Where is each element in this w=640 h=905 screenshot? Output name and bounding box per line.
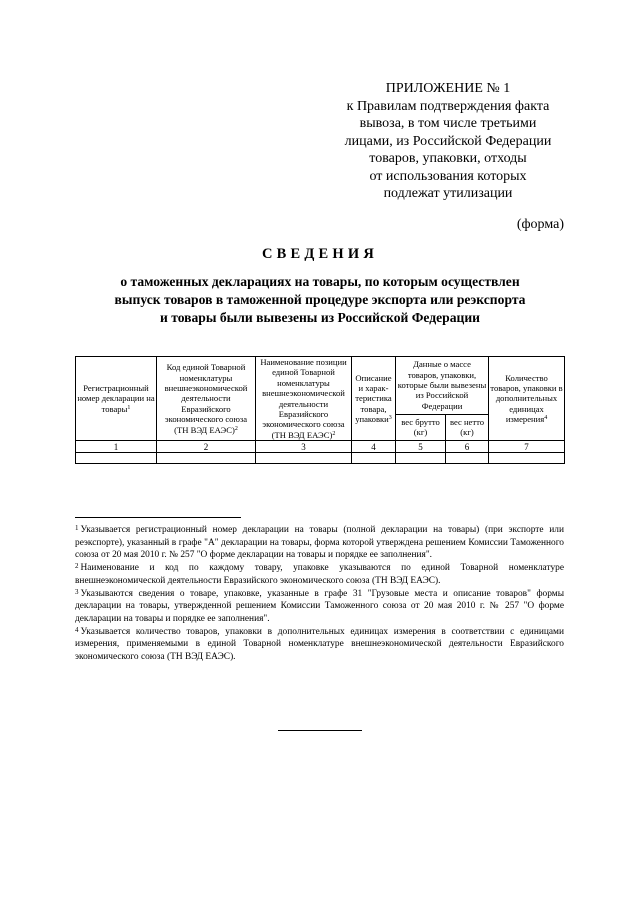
appendix-line: вывоза, в том числе третьими [359,116,537,131]
column-number: 6 [446,441,489,453]
appendix-line: лицами, из Российской Федерации [344,133,552,149]
table-cell [157,453,256,464]
column-number: 2 [157,441,256,453]
table-cell [256,453,352,464]
footnote-item [75,588,564,626]
footnote-text: Указываются сведения о товаре, упаковке, указанные в графе 31 "Грузовые места и описание товаров" формы декларации на товары, утвержденной решением Комиссии Таможенного союза от 20 мая 2010 г. № 257 "О форме декларации на товары и порядке ее заполнения". [75,588,564,624]
table-cell [396,453,446,464]
footnote-text: Указывается регистрационный номер декларации на товары (полной декларации на товары) (при экспорте или реэкспорте), указанный в графе "А" декларации на товары, форма которой утверждена решением Комиссии Таможенного союза от 20 мая 2010 г. № 257 "О форме декларации на товары и порядке ее заполнения". [75,525,564,561]
column-number: 4 [352,441,396,453]
footnote-number: 3 [75,587,79,596]
column-number: 7 [489,441,565,453]
form-label: (форма) [516,217,564,232]
column-number: 1 [76,441,157,453]
end-divider [278,730,362,731]
header-mass-group: Данные о массе товаров, упаковки, которые были вывезены из Российской Федерации [396,357,489,415]
footnote-item [75,626,564,664]
footnotes [75,524,564,664]
appendix-header [318,80,578,203]
header-registration-number: Регистрационный номер декларации на товары$^1$ [76,357,157,441]
column-number-row [76,441,565,453]
subtitle-line: о таможенных декларациях на товары, по которым осуществлен [120,274,520,289]
table-cell [352,453,396,464]
footnote-number: 2 [75,562,79,571]
footnote-item [75,562,564,587]
table-cell [489,453,565,464]
footnote-number: 4 [75,625,79,634]
document-subtitle [60,273,580,327]
appendix-line: товаров, упаковки, отходы [369,151,527,166]
table-row [76,453,565,464]
appendix-line: от использования которых [369,168,527,184]
header-net-weight: вес нетто (кг) [446,414,489,441]
column-number: 5 [396,441,446,453]
appendix-line: ПРИЛОЖЕНИЕ № 1 [385,81,511,96]
footnote-item [75,524,564,562]
table-cell [446,453,489,464]
appendix-line: к Правилам подтверждения факта [346,98,550,114]
header-description: Описание и харак-теристика товара, упаковки$^3$ [352,357,396,441]
footnote-text: Наименование и код по каждому товару, упаковке указываются по единой Товарной номенклатуре внешнеэкономической деятельности Евразийского экономического союза (ТН ВЭД ЕАЭС). [75,563,564,586]
column-number: 3 [256,441,352,453]
footnote-divider [75,517,241,518]
header-quantity: Количество товаров, упаковки в дополнительных единицах измерения$^4$ [489,357,565,441]
header-tnved-name: Наименование позиции единой Товарной номенклатуры внешнеэкономической деятельности Евразийского экономического союза (ТН ВЭД ЕАЭС)$^2$ [256,357,352,441]
appendix-line: подлежат утилизации [383,186,513,201]
header-gross-weight: вес брутто (кг) [396,414,446,441]
document-title: СВЕДЕНИЯ [261,246,379,262]
table-cell [76,453,157,464]
subtitle-line: и товары были вывезены из Российской Федерации [159,310,481,325]
declarations-table [75,356,565,464]
footnote-number: 1 [75,524,79,532]
subtitle-line: выпуск товаров в таможенной процедуре экспорта или реэкспорта [114,292,526,307]
header-tnved-code: Код единой Товарной номенклатуры внешнеэкономической деятельности Евразийского экономического союза (ТН ВЭД ЕАЭС)$^2$ [157,357,256,441]
footnote-text: Указывается количество товаров, упаковки в дополнительных единицах измерения в соответствии с единицами измерения, применяемыми в единой Товарной номенклатуре внешнеэкономической деятельности Евразийского экономического союза (ТН ВЭД ЕАЭС). [75,626,564,663]
